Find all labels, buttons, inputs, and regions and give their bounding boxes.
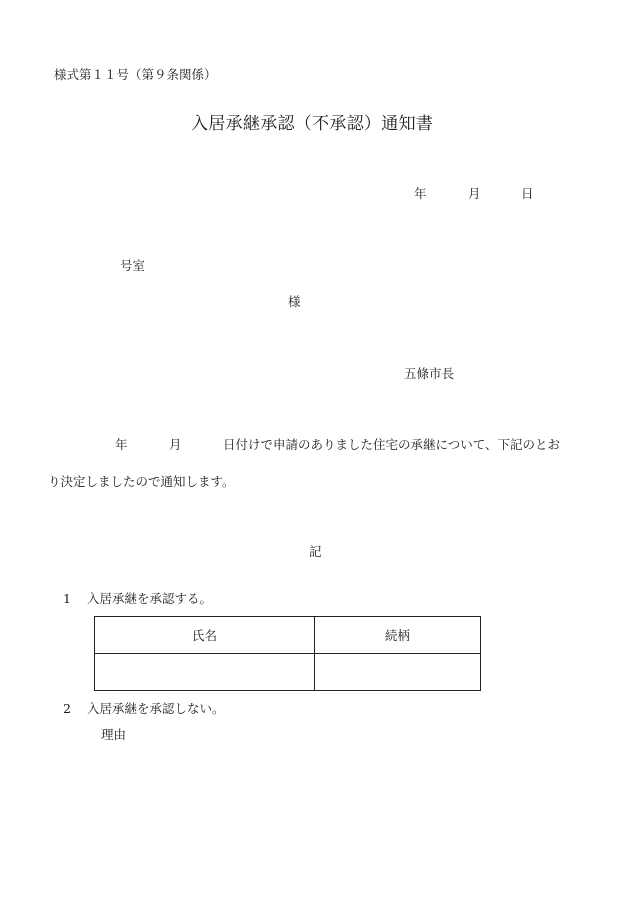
- issuer-name: 五條市長: [404, 366, 455, 381]
- table-cell-name: [95, 654, 315, 691]
- reason-label: 理由: [101, 727, 127, 742]
- heir-table: [94, 616, 481, 691]
- date-year-label: 年: [414, 186, 427, 201]
- item-reject: [63, 703, 225, 716]
- item-number: 2: [63, 701, 71, 716]
- table-row: [95, 654, 481, 691]
- date-month-label: 月: [468, 186, 481, 201]
- ki-heading: 記: [309, 544, 322, 559]
- body-text-line-2: り決定しましたので通知します。: [48, 474, 235, 489]
- form-number: 様式第１１号（第９条関係）: [54, 67, 217, 82]
- item-text: 入居承継を承認しない。: [87, 701, 225, 716]
- item-text: 入居承継を承認する。: [87, 591, 213, 606]
- table-header-relation: 続柄: [315, 617, 481, 654]
- body-text-line-1: [115, 439, 560, 452]
- item-approve: [63, 593, 212, 606]
- table-header-name: 氏名: [95, 617, 315, 654]
- table-header-row: [95, 617, 481, 654]
- recipient-room-label: 号室: [120, 258, 146, 273]
- body-year-label: 年: [115, 437, 128, 452]
- body-month-label: 月: [169, 437, 182, 452]
- body-line1-text: 日付けで申請のありました住宅の承継について、下記のとお: [223, 437, 561, 452]
- date-day-label: 日: [521, 186, 534, 201]
- table-cell-relation: [315, 654, 481, 691]
- date-line: [414, 188, 534, 201]
- recipient-honorific: 様: [288, 294, 301, 309]
- document-title: 入居承継承認（不承認）通知書: [191, 114, 434, 134]
- item-number: 1: [63, 591, 71, 606]
